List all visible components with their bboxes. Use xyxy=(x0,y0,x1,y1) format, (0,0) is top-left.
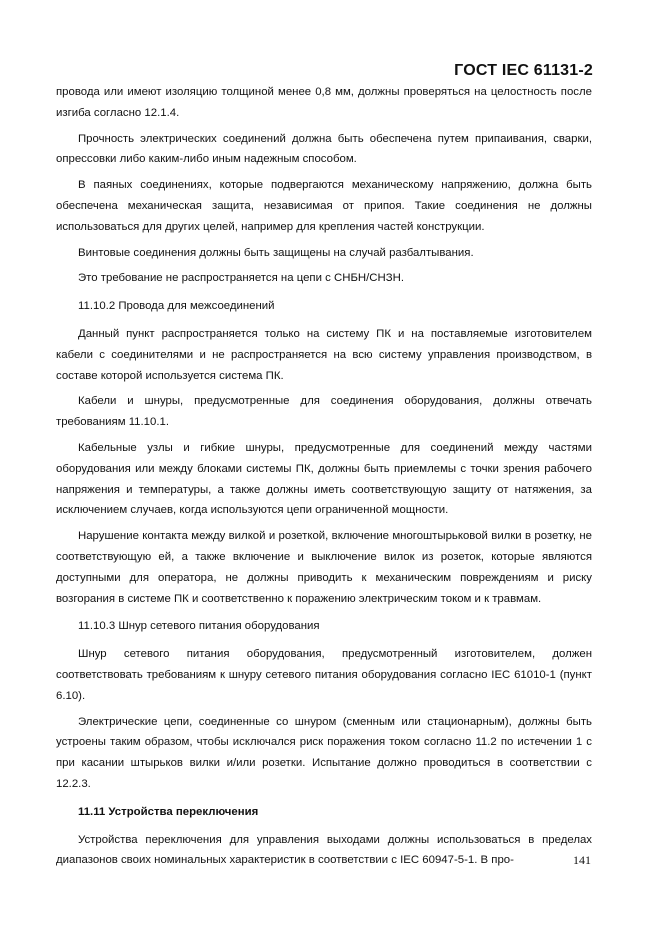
section-heading-11-11: 11.11 Устройства переключения xyxy=(78,805,259,818)
paragraph-screw-connections: Винтовые соединения должны быть защищены на случай разбалтывания. xyxy=(78,246,474,259)
section-heading-11-10-2: 11.10.2 Провода для межсоединений xyxy=(78,300,275,313)
paragraph-selv-note: Это требование не распространяется на цепи с СНБН/СНЗН. xyxy=(78,272,405,285)
paragraph-mains-cord: Шнур сетевого питания оборудования, предусмотренный изготовителем, должен соответствовать требованиям к шнуру сетевого питания оборудования согласно IEC 61010-1 (пункт 6.10). xyxy=(56,648,592,702)
paragraph-scope: Данный пункт распространяется только на систему ПК и на поставляемые изготовителем кабели с соединителями и не распространяется на всю систему управления производством, в составе которой используется система ПК. xyxy=(56,327,592,382)
paragraph-electrical-connections: Прочность электрических соединений должна быть обеспечена путем припаивания, сварки, опрессовки либо каким-либо иным надежным способом. xyxy=(56,132,592,166)
page-number: 141 xyxy=(573,853,591,867)
paragraph-continuation: провода или имеют изоляцию толщиной менее 0,8 мм, должны проверяться на целостность после изгиба согласно 12.1.4. xyxy=(56,86,592,119)
paragraph-cables-cords: Кабели и шнуры, предусмотренные для соединения оборудования, должны отвечать требованиям 11.10.1. xyxy=(56,395,592,429)
paragraph-cable-assemblies: Кабельные узлы и гибкие шнуры, предусмотренные для соединений между частями оборудования или между блоками системы ПК, должны быть приемлемы с точки зрения рабочего напряжения и температуры, а также должны иметь соответствующую защиту от натяжения, за исключением случаев, когда используются цепи ограниченной мощности. xyxy=(56,441,592,517)
paragraph-circuits-cord: Электрические цепи, соединенные со шнуром (сменным или стационарным), должны быть устроены таким образом, чтобы исключался риск поражения током согласно 11.2 по истечении 1 с при касании штырьков вилки и/или розетки. Испытание должно проводиться в соответствии с 12.2.3. xyxy=(56,715,592,790)
document-code: ГОСТ IEC 61131-2 xyxy=(454,62,593,79)
body-text xyxy=(56,82,592,871)
paragraph-switching-devices: Устройства переключения для управления выходами должны использоваться в пределах диапазонов своих номинальных характеристик в соответствии с IEC 60947-5-1. В про- xyxy=(56,833,592,867)
paragraph-plug-socket: Нарушение контакта между вилкой и розеткой, включение многоштырьковой вилки в розетку, не соответствующую ей, а также включение и выключение вилок из розеток, которые являются доступными для оператора, не должны приводить к механическим повреждениям и риску возгорания в системе ПК и соответственно к поражению электрическим током и к травмам. xyxy=(56,530,592,605)
section-heading-11-10-3: 11.10.3 Шнур сетевого питания оборудования xyxy=(78,620,320,633)
paragraph-soldered-connections: В паяных соединениях, которые подвергаются механическому напряжению, должна быть обеспечена механическая защита, независимая от припоя. Такие соединения не должны использоваться для других целей, например для крепления частей конструкции. xyxy=(56,179,592,233)
